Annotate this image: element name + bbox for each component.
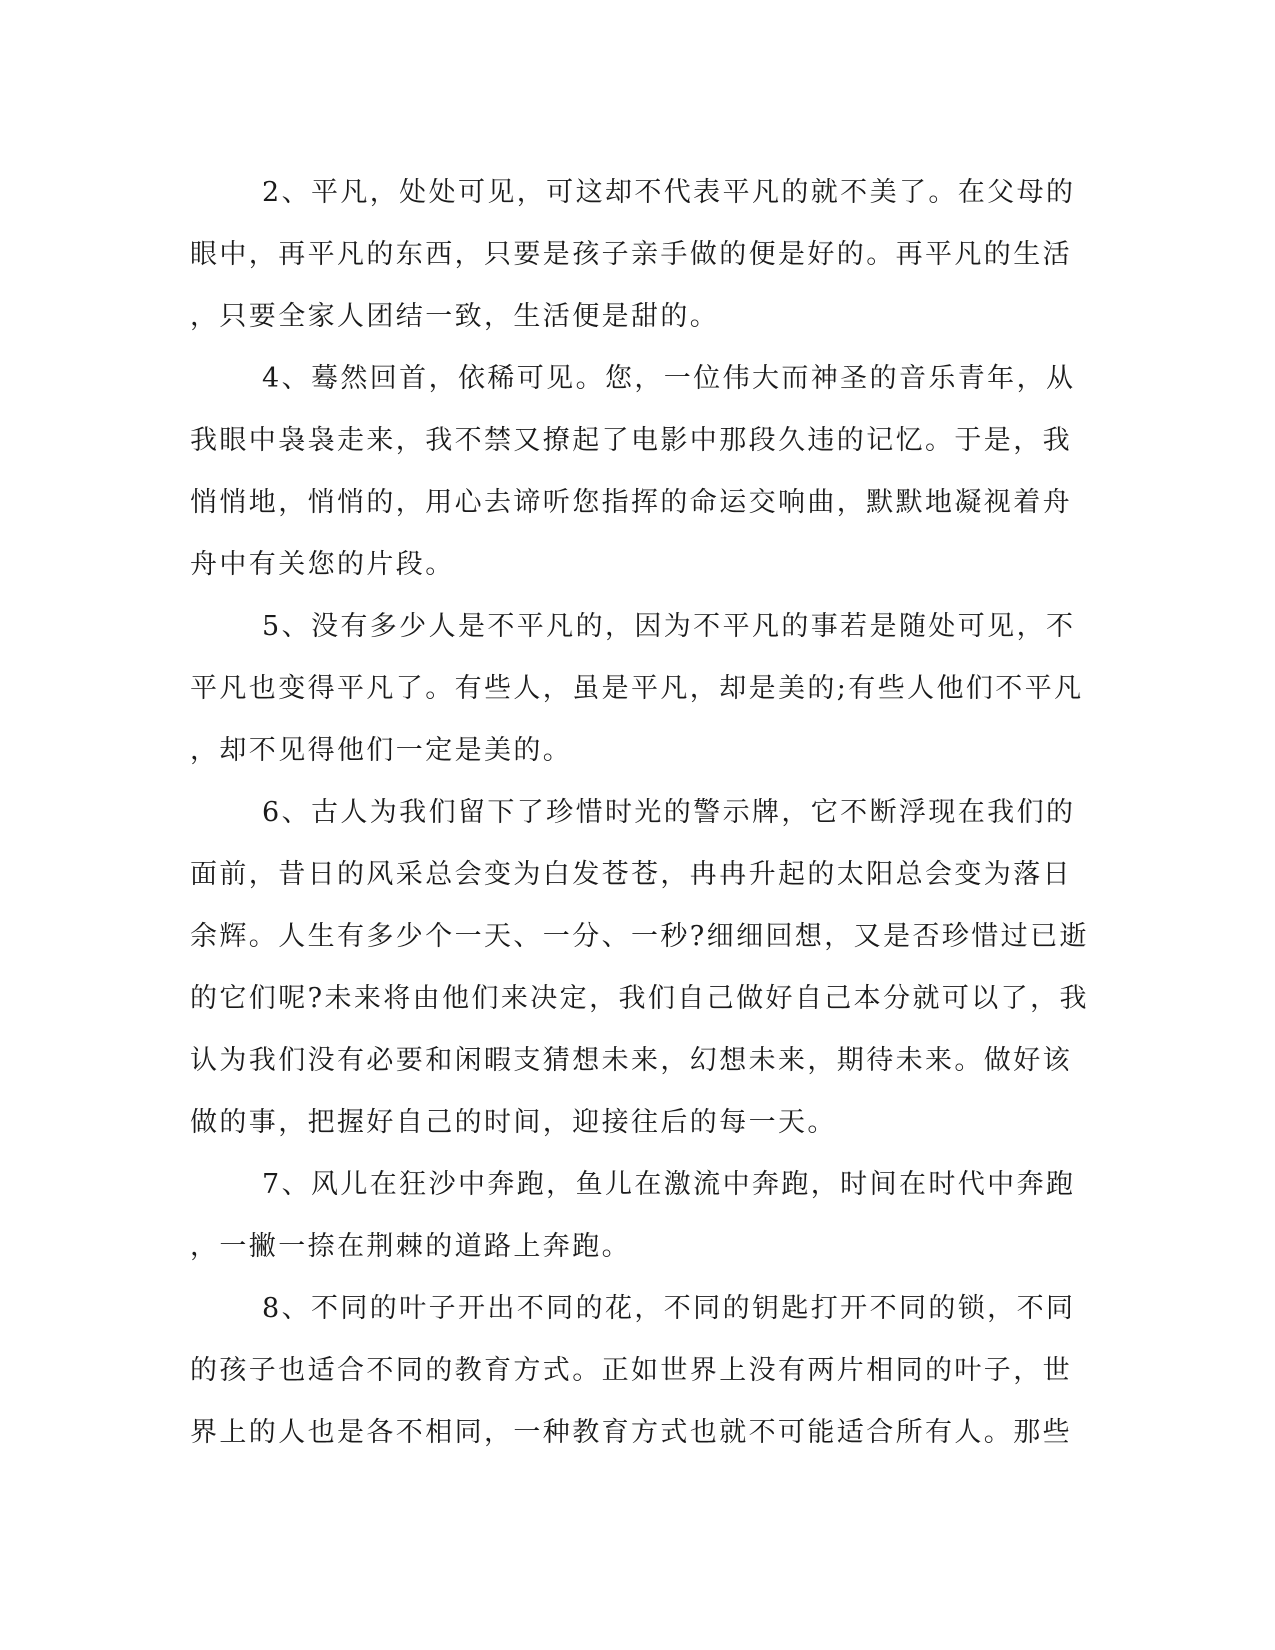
paragraph-line: 眼中，再平凡的东西，只要是孩子亲手做的便是好的。再平凡的生活 — [190, 239, 1072, 270]
paragraph-line: 平凡也变得平凡了。有些人，虽是平凡，却是美的;有些人他们不平凡 — [190, 673, 1084, 704]
paragraph-6 — [190, 782, 1089, 1154]
paragraph-5 — [190, 596, 1084, 782]
paragraph-line: 7、风儿在狂沙中奔跑，鱼儿在激流中奔跑，时间在时代中奔跑 — [262, 1169, 1076, 1200]
paragraph-line: 2、平凡，处处可见，可这却不代表平凡的就不美了。在父母的 — [262, 177, 1076, 208]
paragraph-8 — [190, 1278, 1080, 1464]
paragraph-line: 认为我们没有必要和闲暇支猜想未来，幻想未来，期待未来。做好该 — [190, 1045, 1072, 1076]
paragraph-line: 界上的人也是各不相同，一种教育方式也就不可能适合所有人。那些 — [190, 1417, 1072, 1448]
paragraph-line: 4、蓦然回首，依稀可见。您，一位伟大而神圣的音乐青年，从 — [262, 363, 1076, 394]
paragraph-line: ，只要全家人团结一致，生活便是甜的。 — [190, 301, 720, 332]
paragraph-line: 悄悄地，悄悄的，用心去谛听您指挥的命运交响曲，默默地凝视着舟 — [190, 487, 1072, 518]
paragraph-line: 8、不同的叶子开出不同的花，不同的钥匙打开不同的锁，不同 — [262, 1293, 1076, 1324]
paragraph-line: 的它们呢?未来将由他们来决定，我们自己做好自己本分就可以了，我 — [190, 983, 1089, 1014]
paragraph-line: 我眼中袅袅走来，我不禁又撩起了电影中那段久违的记忆。于是，我 — [190, 425, 1072, 456]
paragraph-line: 余辉。人生有多少个一天、一分、一秒?细细回想，又是否珍惜过已逝 — [190, 921, 1089, 952]
paragraph-line: 的孩子也适合不同的教育方式。正如世界上没有两片相同的叶子，世 — [190, 1355, 1072, 1386]
paragraph-line: 面前，昔日的风采总会变为白发苍苍，冉冉升起的太阳总会变为落日 — [190, 859, 1072, 890]
paragraph-line: 做的事，把握好自己的时间，迎接往后的每一天。 — [190, 1107, 837, 1138]
paragraph-4 — [190, 348, 1080, 596]
paragraph-line: ，却不见得他们一定是美的。 — [190, 735, 573, 766]
paragraph-2 — [190, 162, 1080, 348]
paragraph-7 — [190, 1154, 1080, 1278]
paragraph-line: ，一撇一捺在荆棘的道路上奔跑。 — [190, 1231, 631, 1262]
paragraph-line: 舟中有关您的片段。 — [190, 549, 455, 580]
paragraph-line: 6、古人为我们留下了珍惜时光的警示牌，它不断浮现在我们的 — [262, 797, 1076, 828]
paragraph-line: 5、没有多少人是不平凡的，因为不平凡的事若是随处可见，不 — [262, 611, 1076, 642]
document-body — [190, 162, 1089, 1464]
